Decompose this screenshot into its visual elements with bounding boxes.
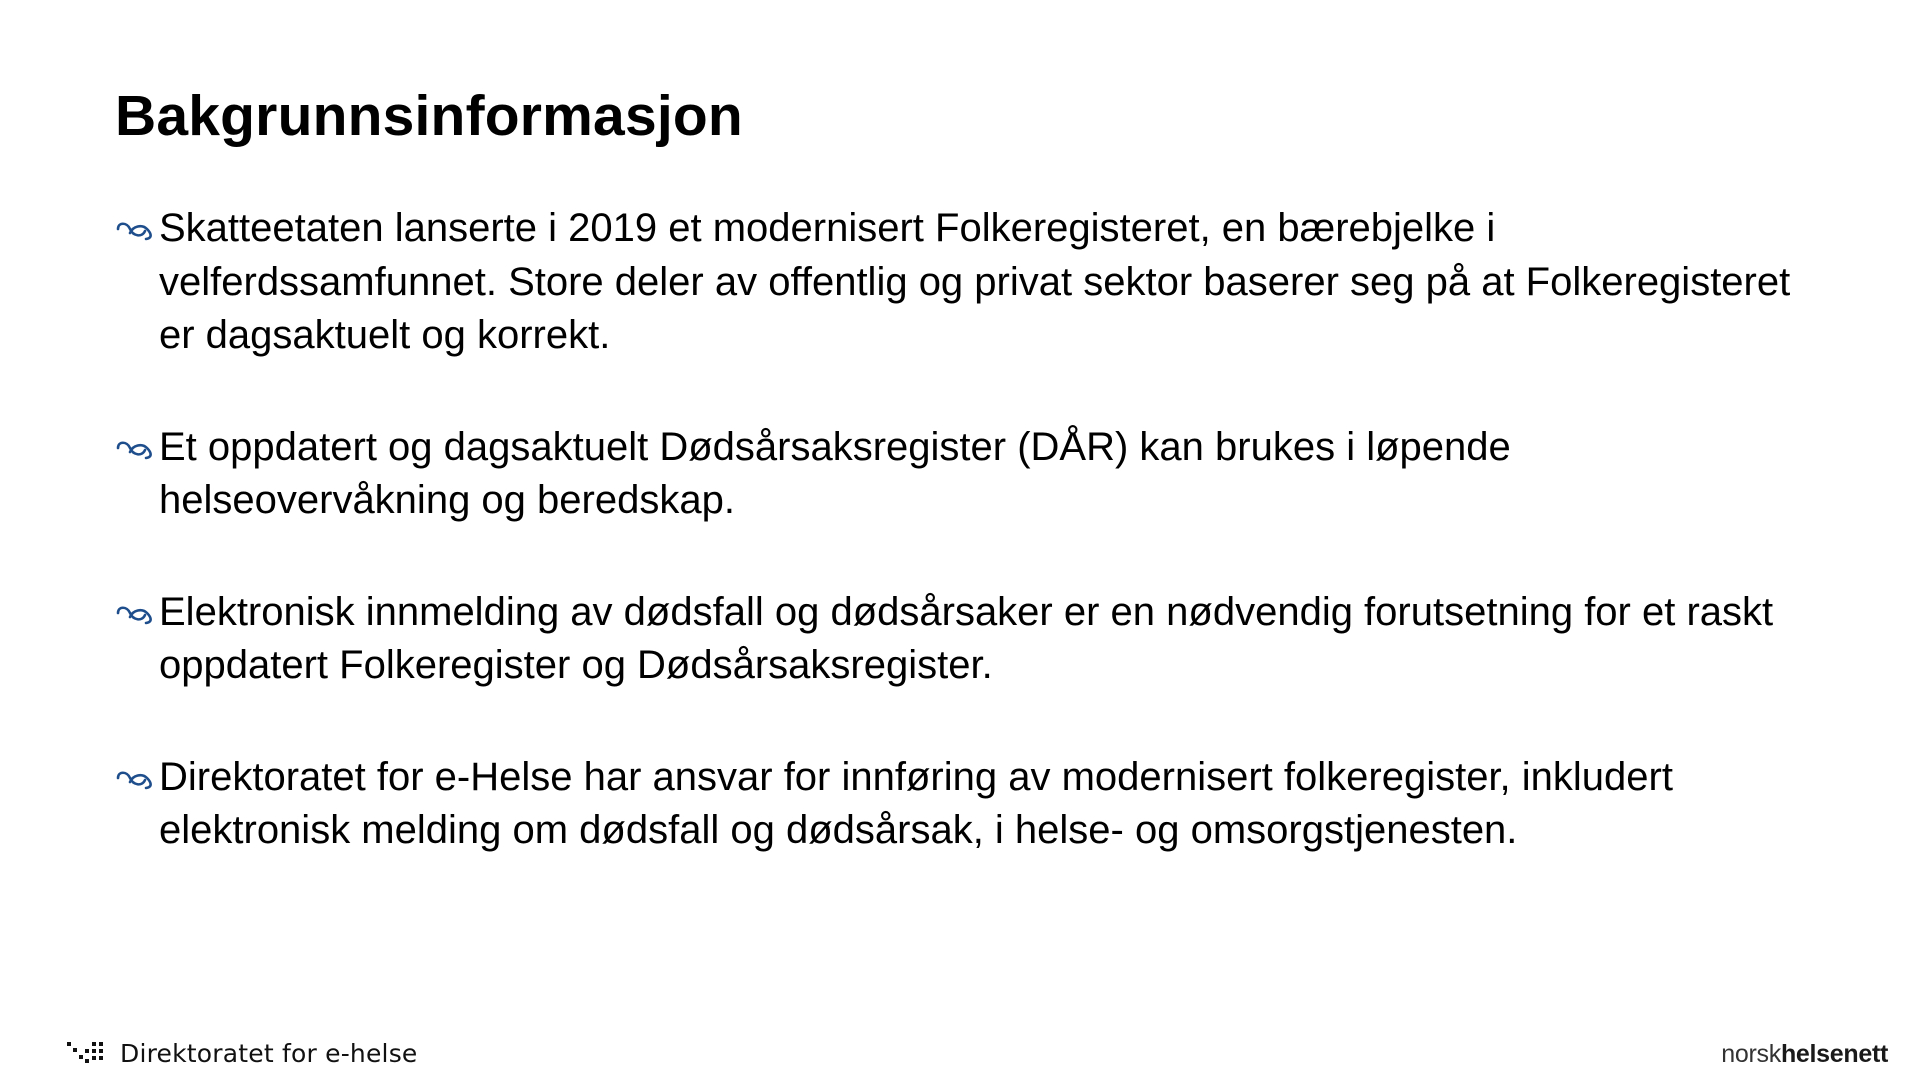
bullet-item [115, 586, 1815, 693]
slide-title: Bakgrunnsinformasjon [115, 84, 743, 148]
footer-left-logo [66, 1040, 418, 1066]
bullet-text: Skatteetaten lanserte i 2019 et modernisert Folkeregisteret, en bærebjelke i velferdssamfunnet. Store deler av offentlig og privat sektor baserer seg på at Folkeregisteret er dagsaktuelt og korrekt. [159, 206, 1791, 357]
footer-organization-name: Direktoratet for e-helse [120, 1038, 418, 1068]
norsk-helsenett-logo [1721, 1042, 1888, 1067]
bullet-text: Direktoratet for e-Helse har ansvar for innføring av modernisert folkeregister, inkludert elektronisk melding om dødsfall og dødsårsak, i helse- og omsorgstjenesten. [159, 754, 1673, 852]
bullet-item [115, 421, 1815, 528]
bullet-list [115, 202, 1815, 858]
bullet-item [115, 751, 1815, 858]
sideways-s-bullet-icon [115, 604, 159, 628]
sideways-s-bullet-icon [115, 439, 159, 463]
logo-text-bold: helsenett [1780, 1040, 1888, 1068]
bullet-text: Et oppdatert og dagsaktuelt Dødsårsaksregister (DÅR) kan brukes i løpende helseovervåkning og beredskap. [159, 424, 1511, 522]
bullet-text: Elektronisk innmelding av dødsfall og dødsårsaker er en nødvendig forutsetning for et raskt oppdatert Folkeregister og Dødsårsaksregister. [159, 589, 1774, 687]
bullet-item [115, 202, 1815, 363]
logo-text-light: norsk [1721, 1040, 1781, 1068]
sideways-s-bullet-icon [115, 220, 159, 244]
dots-logo-icon [66, 1040, 108, 1066]
sideways-s-bullet-icon [115, 769, 159, 793]
